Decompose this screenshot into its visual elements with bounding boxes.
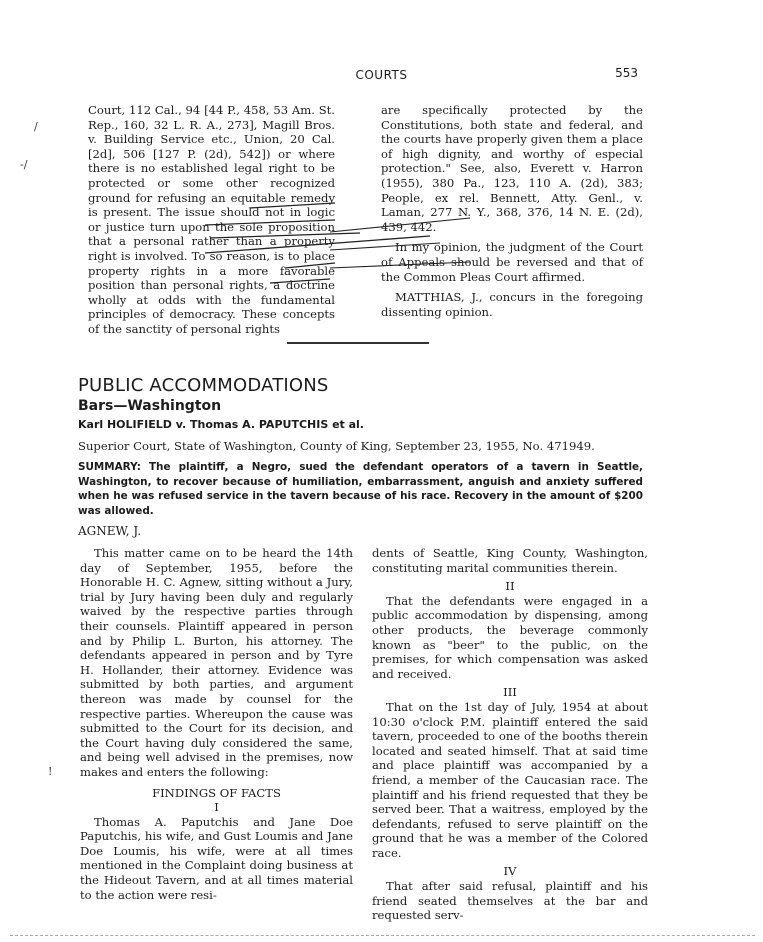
findings-heading: FINDINGS OF FACTS	[152, 785, 281, 800]
prev-case-left-column	[88, 103, 335, 337]
judge-name: AGNEW, J.	[78, 524, 142, 538]
paragraph: Thomas A. Paputchis and Jane Doe Paputchis, his wife, and Gust Loumis and Jane Doe Loumis, his wife, were at all times mentioned in the Complaint doing business at the Hideout Tavern, and at all times material to the action were resi-	[80, 814, 353, 902]
finding-numeral: I	[214, 800, 219, 815]
opinion-left-column	[80, 546, 353, 902]
paragraph: are specifically protected by the Constitutions, both state and federal, and the courts have properly given them a place of high dignity, and worthy of especial protection." See, also, Everett v. Harron (1955), 380 Pa., 123, 110 A. (2d), 383; People, ex rel. Bennett, Atty. Genl., v. Laman, 277 N. Y., 368, 376, 14 N. E. (2d), 439, 442.	[381, 103, 643, 234]
margin-mark: -/	[20, 158, 28, 171]
paragraph: That on the 1st day of July, 1954 at about 10:30 o'clock P.M. plaintiff entered the said tavern, proceeded to one of the booths therein located and seated himself. That at said time and place plaintiff was accompanied by a friend, a member of the Caucasian race. The plaintiff and his friend requested that they be served beer. That a waitress, employed by the defendants, refused to serve plaintiff on the ground that he was a member of the Colored race.	[372, 699, 648, 860]
scan-edge-line	[10, 935, 755, 936]
margin-mark: /	[34, 120, 38, 133]
running-header: COURTS	[355, 68, 408, 82]
prev-case-right-column	[381, 103, 643, 319]
paragraph: That the defendants were engaged in a public accommodation by dispensing, among other products, the beverage commonly known as "beer" to the public, on the premises, for which compensation was asked and received.	[372, 593, 648, 681]
paragraph: MATTHIAS, J., concurs in the foregoing dissenting opinion.	[381, 290, 643, 319]
court-line: Superior Court, State of Washington, County of King, September 23, 1955, No. 471949.	[78, 439, 595, 453]
page-number: 553	[615, 66, 638, 80]
paragraph: This matter came on to be heard the 14th day of September, 1955, before the Honorable H. C. Agnew, sitting without a Jury, trial by Jury having been duly and regularly waived by the respective parties through their counsels. Plaintiff appeared in person and by Philip L. Burton, his attorney. The defendants appeared in person and by Tyre H. Hollander, their attorney. Evidence was submitted by both parties, and argument thereon was made by counsel for the respective parties. Whereupon the cause was submitted to the Court for its decision, and the Court having duly considered the same, and being well advised in the premises, now makes and enters the following:	[80, 546, 353, 779]
paragraph: In my opinion, the judgment of the Court of Appeals should be reversed and that of the Common Pleas Court affirmed.	[381, 240, 643, 284]
paragraph: Court, 112 Cal., 94 [44 P., 458, 53 Am. St. Rep., 160, 32 L. R. A., 273], Magill Bros. v. Building Service etc., Union, 20 Cal. [2d], 506 [127 P. (2d), 542]) or where there is no established legal right to be protected or some other recognized ground for refusing an equitable remedy is present. The issue should not in logic or justice turn upon the sole proposition that a personal rather than a property right is involved. To so reason, is to place property rights in a more favorable position than personal rights, a doctrine wholly at odds with the fundamental principles of democracy. These concepts of the sanctity of personal rights	[88, 103, 335, 336]
finding-numeral: IV	[503, 864, 517, 879]
margin-mark: !	[48, 765, 53, 778]
section-divider	[287, 342, 429, 344]
finding-numeral: III	[503, 685, 517, 700]
section-title: PUBLIC ACCOMMODATIONS	[78, 375, 329, 396]
section-subtitle: Bars—Washington	[78, 398, 222, 414]
finding-numeral: II	[505, 579, 515, 594]
opinion-right-column	[372, 546, 648, 923]
paragraph: That after said refusal, plaintiff and his friend seated themselves at the bar and requested serv-	[372, 879, 648, 923]
case-summary: SUMMARY: The plaintiff, a Negro, sued the defendant operators of a tavern in Seattle, Washington, to recover because of humiliation, embarrassment, anguish and anxiety suffered when he was refused service in the tavern because of his race. Recovery in the amount of $200 was allowed.	[78, 461, 643, 517]
paragraph: dents of Seattle, King County, Washington, constituting marital communities therein.	[372, 546, 648, 575]
case-caption: Karl HOLIFIELD v. Thomas A. PAPUTCHIS et al.	[78, 418, 364, 431]
